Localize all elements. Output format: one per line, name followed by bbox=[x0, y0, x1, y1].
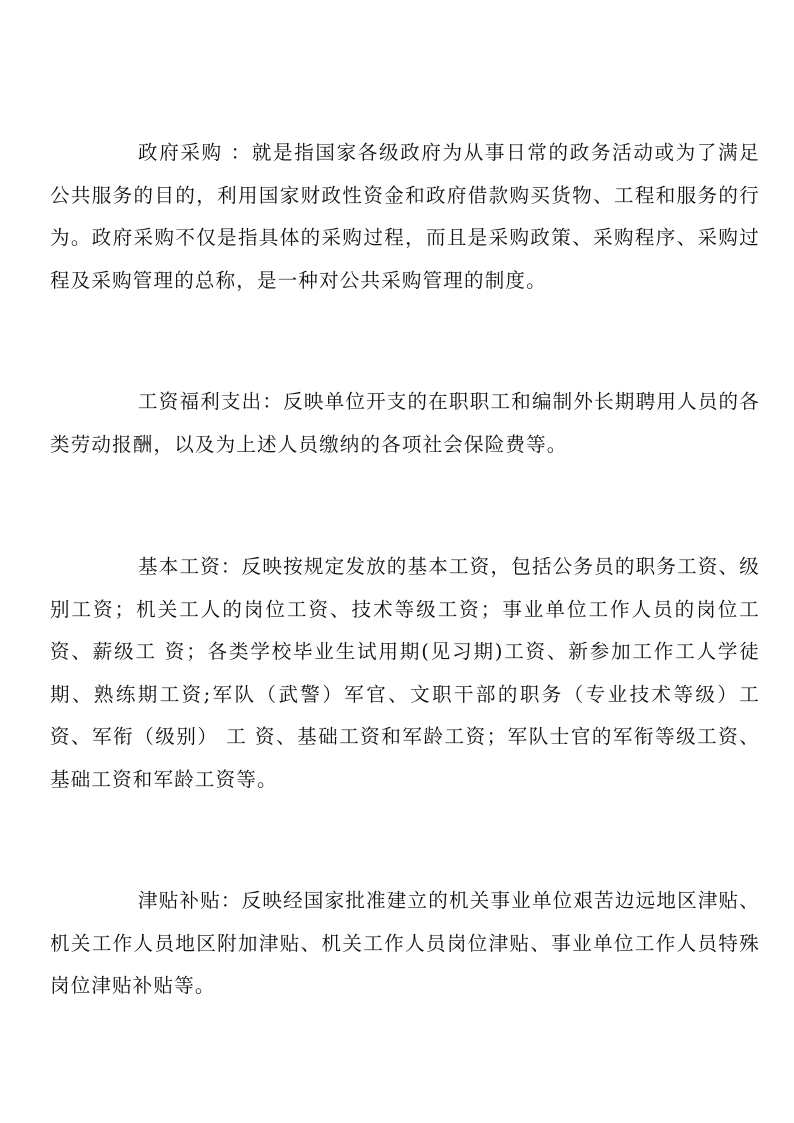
paragraph-government-procurement: 政府采购 ：就是指国家各级政府为从事日常的政务活动或为了满足公共服务的目的，利用国家财政性资金和政府借款购买货物、工程和服务的行为。政府采购不仅是指具体的采购过程，而且是采购政策、采购程序、采购过程及采购管理的总称，是一种对公共采购管理的制度。 bbox=[50, 141, 760, 292]
paragraph-basic-wage: 基本工资：反映按规定发放的基本工资，包括公务员的职务工资、级别工资；机关工人的岗位工资、技术等级工资；事业单位工作人员的岗位工资、薪级工 资；各类学校毕业生试用期(见习期)工资、新参加工作工人学徒期、熟练期工资;军队（武警）军官、文职干部的职务（专业技术等级）工资、军衔（级别） 工 资、基础工资和军龄工资；军队士官的军衔等级工资、基础工资和军龄工资等。 bbox=[50, 555, 760, 791]
paragraph-wage-welfare-expenditure: 工资福利支出：反映单位开支的在职职工和编制外长期聘用人员的各类劳动报酬，以及为上述人员缴纳的各项社会保险费等。 bbox=[50, 390, 760, 456]
paragraph-allowances-subsidies: 津贴补贴：反映经国家批准建立的机关事业单位艰苦边远地区津贴、机关工作人员地区附加津贴、机关工作人员岗位津贴、事业单位工作人员特殊岗位津贴补贴等。 bbox=[50, 889, 760, 997]
